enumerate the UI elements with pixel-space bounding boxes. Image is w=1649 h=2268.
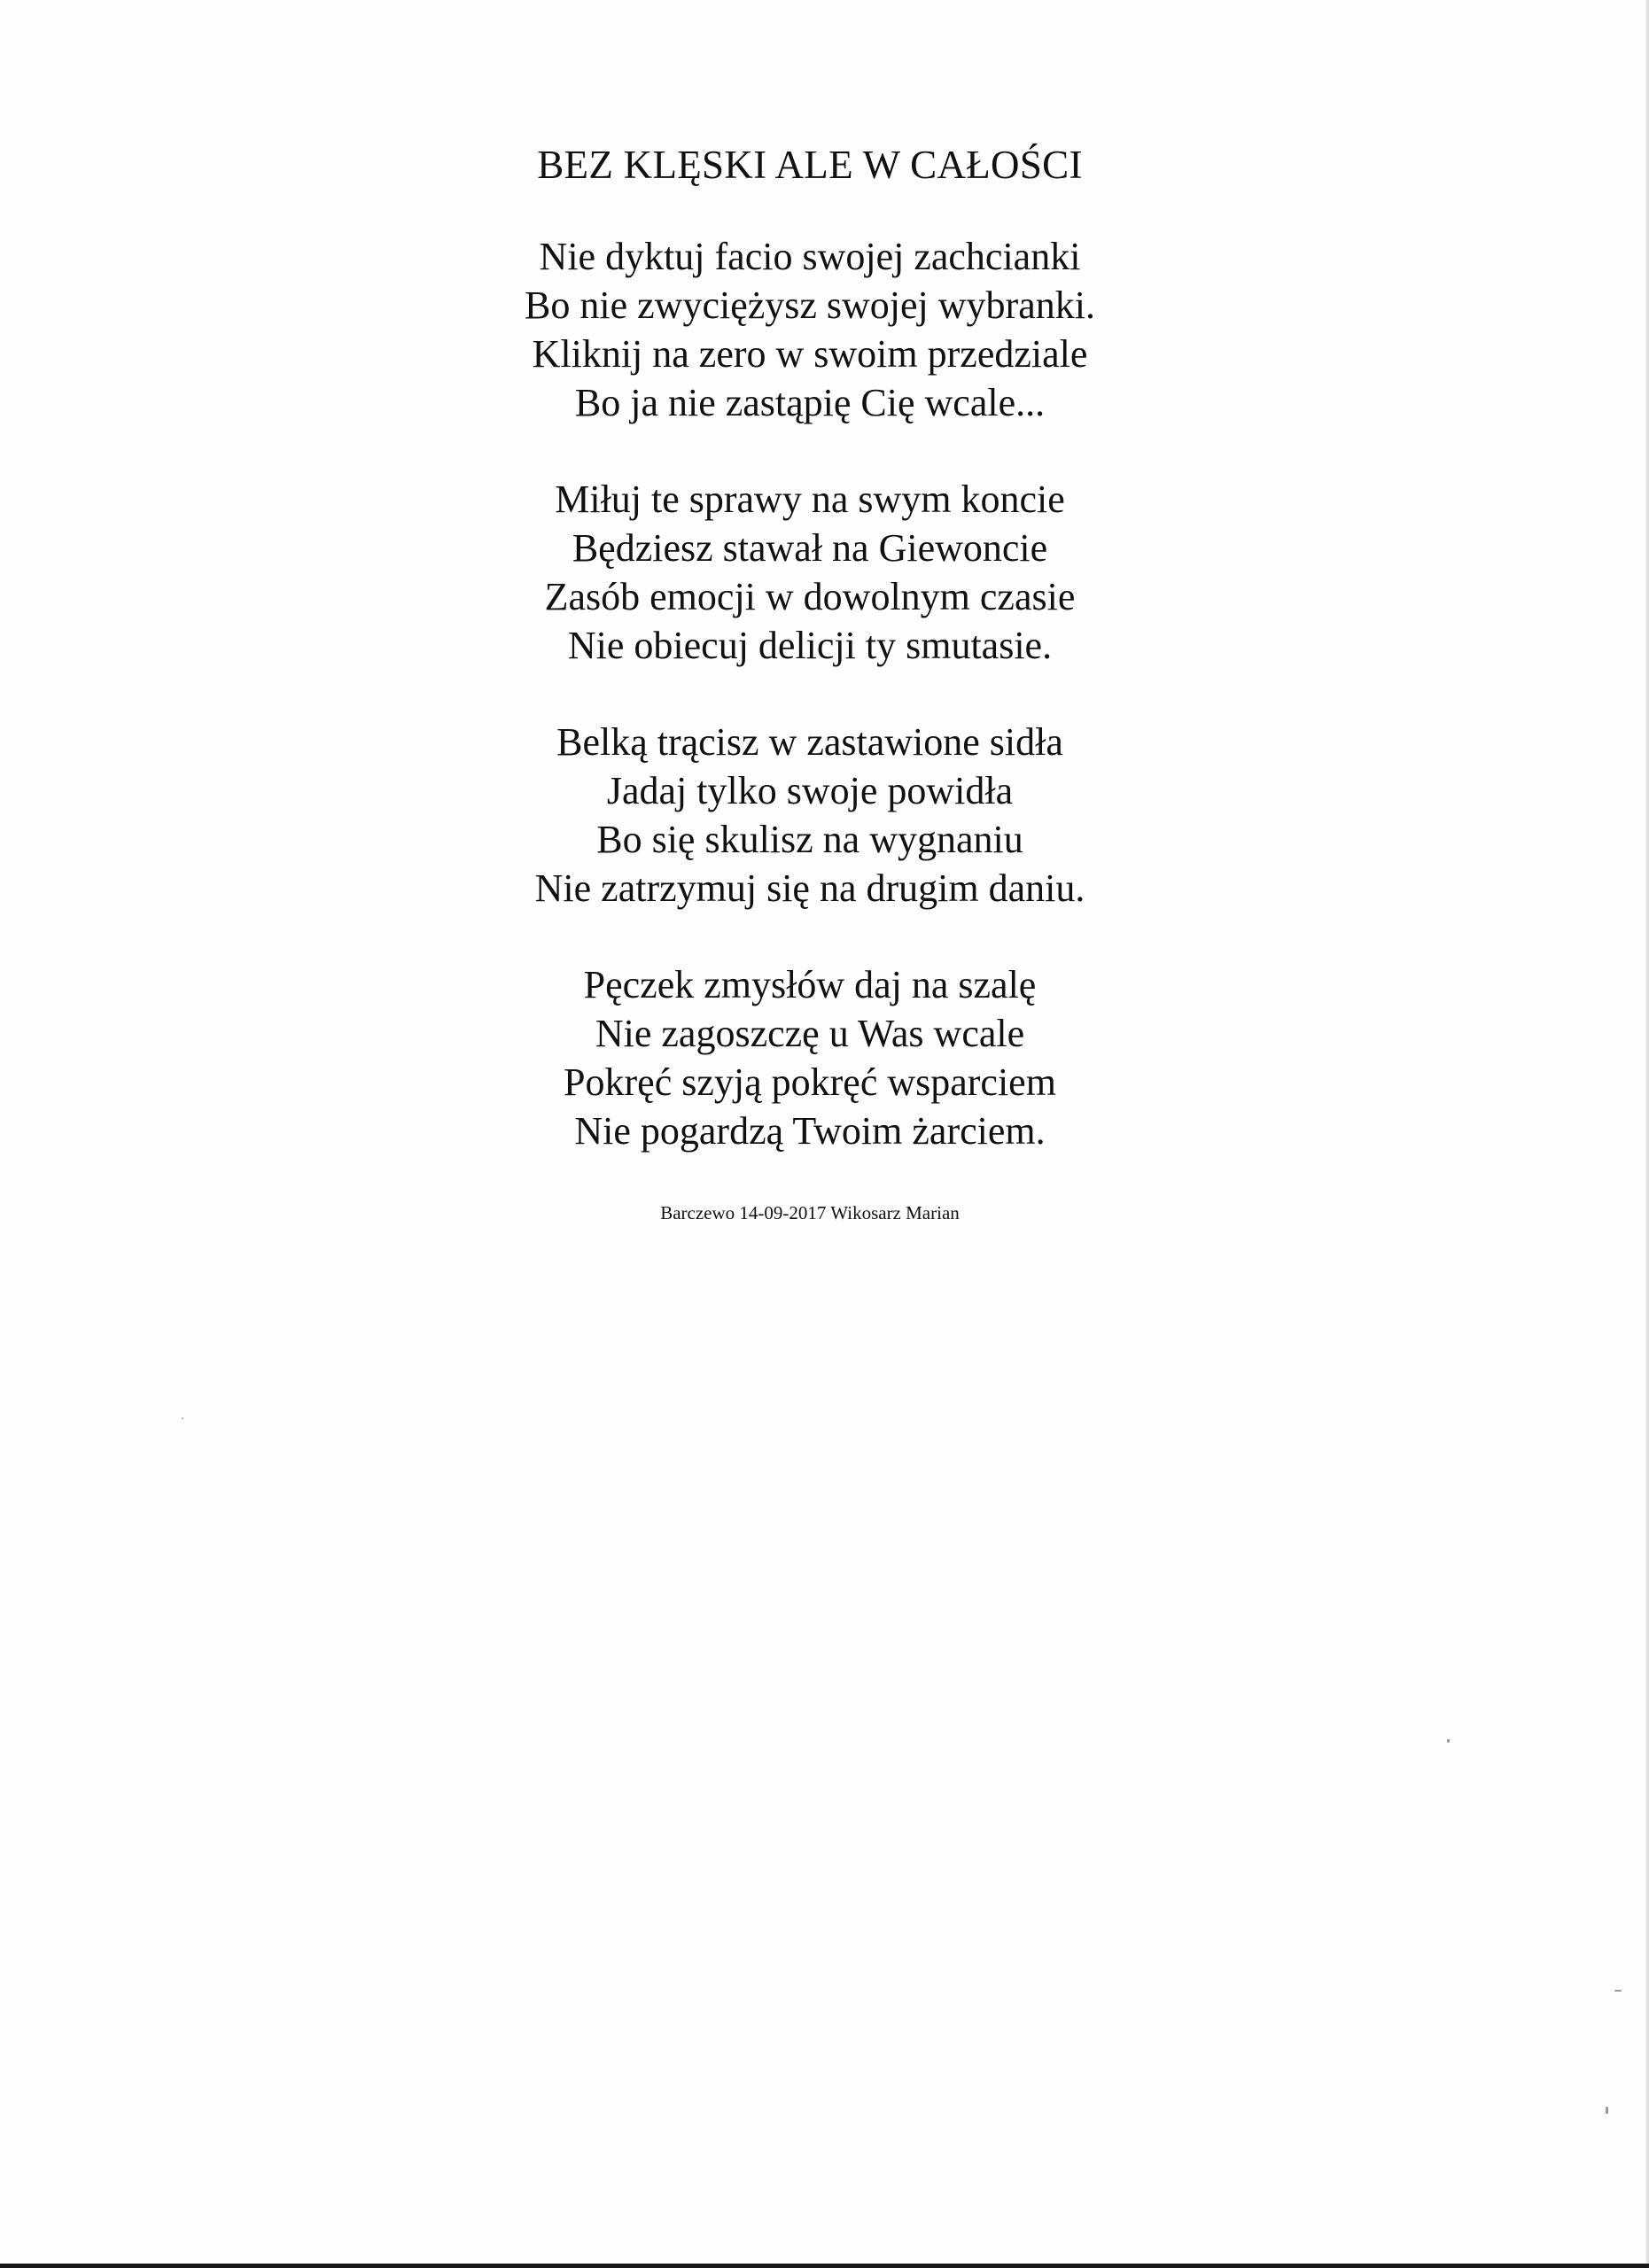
- stanza-4: [443, 960, 1177, 1155]
- poem-line: Nie zatrzymuj się na drugim daniu.: [534, 866, 1085, 910]
- scan-speck: [1614, 1990, 1622, 1992]
- poem-line: Nie dyktuj facio swojej zachcianki: [539, 235, 1081, 278]
- poem-line: Pokręć szyją pokręć wsparciem: [564, 1060, 1056, 1104]
- poem-line: Bo nie zwyciężysz swojej wybranki.: [525, 284, 1095, 327]
- stanza-3: [443, 718, 1177, 913]
- poem-line: Bo ja nie zastąpię Cię wcale...: [574, 381, 1046, 424]
- poem-line: Bo się skulisz na wygnaniu: [596, 818, 1023, 861]
- poem-line: Zasób emocji w dowolnym czasie: [544, 575, 1076, 618]
- scan-edge-bottom: [0, 2264, 1649, 2268]
- poem-line: Jadaj tylko swoje powidła: [606, 769, 1014, 812]
- poem-line: Kliknij na zero w swoim przedziale: [532, 332, 1088, 376]
- poem-line: Będziesz stawał na Giewoncie: [572, 526, 1048, 570]
- signature-line: Barczewo 14-09-2017 Wikosarz Marian: [660, 1202, 960, 1223]
- scan-edge-right: [1645, 0, 1649, 2268]
- scan-speck: [1606, 2107, 1608, 2114]
- scan-speck: [182, 1418, 183, 1419]
- poem-line: Belką trącisz w zastawione sidła: [556, 720, 1063, 764]
- poem-line: Nie zagoszczę u Was wcale: [595, 1012, 1025, 1055]
- poem-line: Nie obiecuj delicji ty smutasie.: [567, 624, 1053, 667]
- poem: [443, 140, 1177, 1224]
- stanza-1: [443, 232, 1177, 427]
- poem-line: Nie pogardzą Twoim żarciem.: [574, 1109, 1046, 1153]
- poem-title: BEZ KLĘSKI ALE W CAŁOŚCI: [537, 143, 1083, 187]
- scan-speck: [1447, 1739, 1450, 1743]
- stanza-2: [443, 475, 1177, 670]
- poem-line: Miłuj te sprawy na swym koncie: [555, 478, 1065, 521]
- poem-line: Pęczek zmysłów daj na szalę: [583, 963, 1037, 1006]
